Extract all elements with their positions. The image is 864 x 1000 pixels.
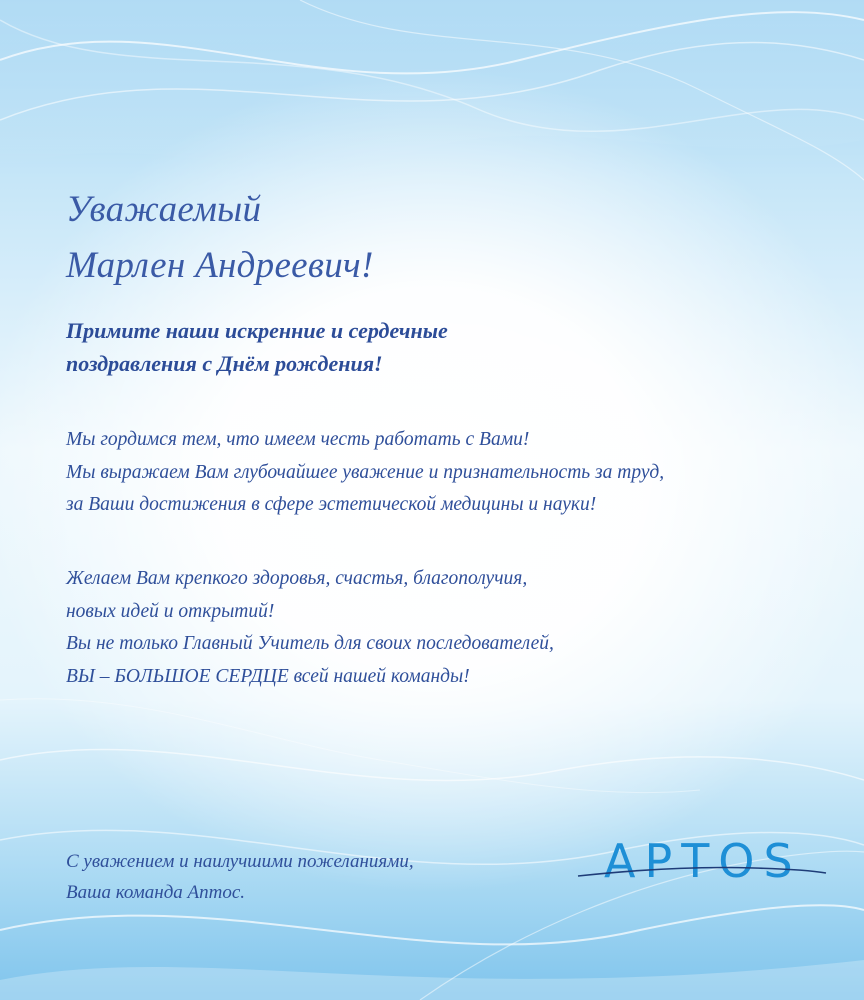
paragraph-2-line-3: Вы не только Главный Учитель для своих последователей, [66, 633, 554, 654]
paragraph-2-line-2: новых идей и открытий! [66, 600, 275, 622]
logo-text: APTOS [604, 834, 802, 888]
headline-line-1: Примите наши искренние и сердечные [66, 318, 448, 343]
greeting-line-2: Марлен Андреевич! [66, 245, 374, 286]
paragraph-2-line-4: ВЫ – БОЛЬШОЕ СЕРДЦЕ всей нашей команды! [66, 665, 470, 687]
signature-line-2: Ваша команда Аптос. [66, 882, 246, 903]
signature [66, 846, 414, 908]
paragraph-1-line-3: за Ваши достижения в сфере эстетической медицины и науки! [66, 494, 597, 515]
greeting-line-1: Уважаемый [66, 189, 262, 230]
headline-line-2: поздравления с Днём рождения! [66, 351, 383, 376]
headline [66, 314, 448, 380]
paragraph-2 [66, 563, 554, 693]
paragraph-1 [66, 424, 664, 522]
logo-swoosh-icon [574, 830, 830, 910]
signature-line-1: С уважением и наилучшими пожеланиями, [66, 851, 414, 872]
greeting [66, 182, 374, 294]
paragraph-1-line-1: Мы гордимся тем, что имеем честь работать с Вами! [66, 429, 530, 450]
paragraph-2-line-1: Желаем Вам крепкого здоровья, счастья, благополучия, [66, 568, 528, 589]
aptos-logo [574, 830, 830, 910]
paragraph-1-line-2: Мы выражаем Вам глубочайшее уважение и признательность за труд, [66, 461, 665, 483]
